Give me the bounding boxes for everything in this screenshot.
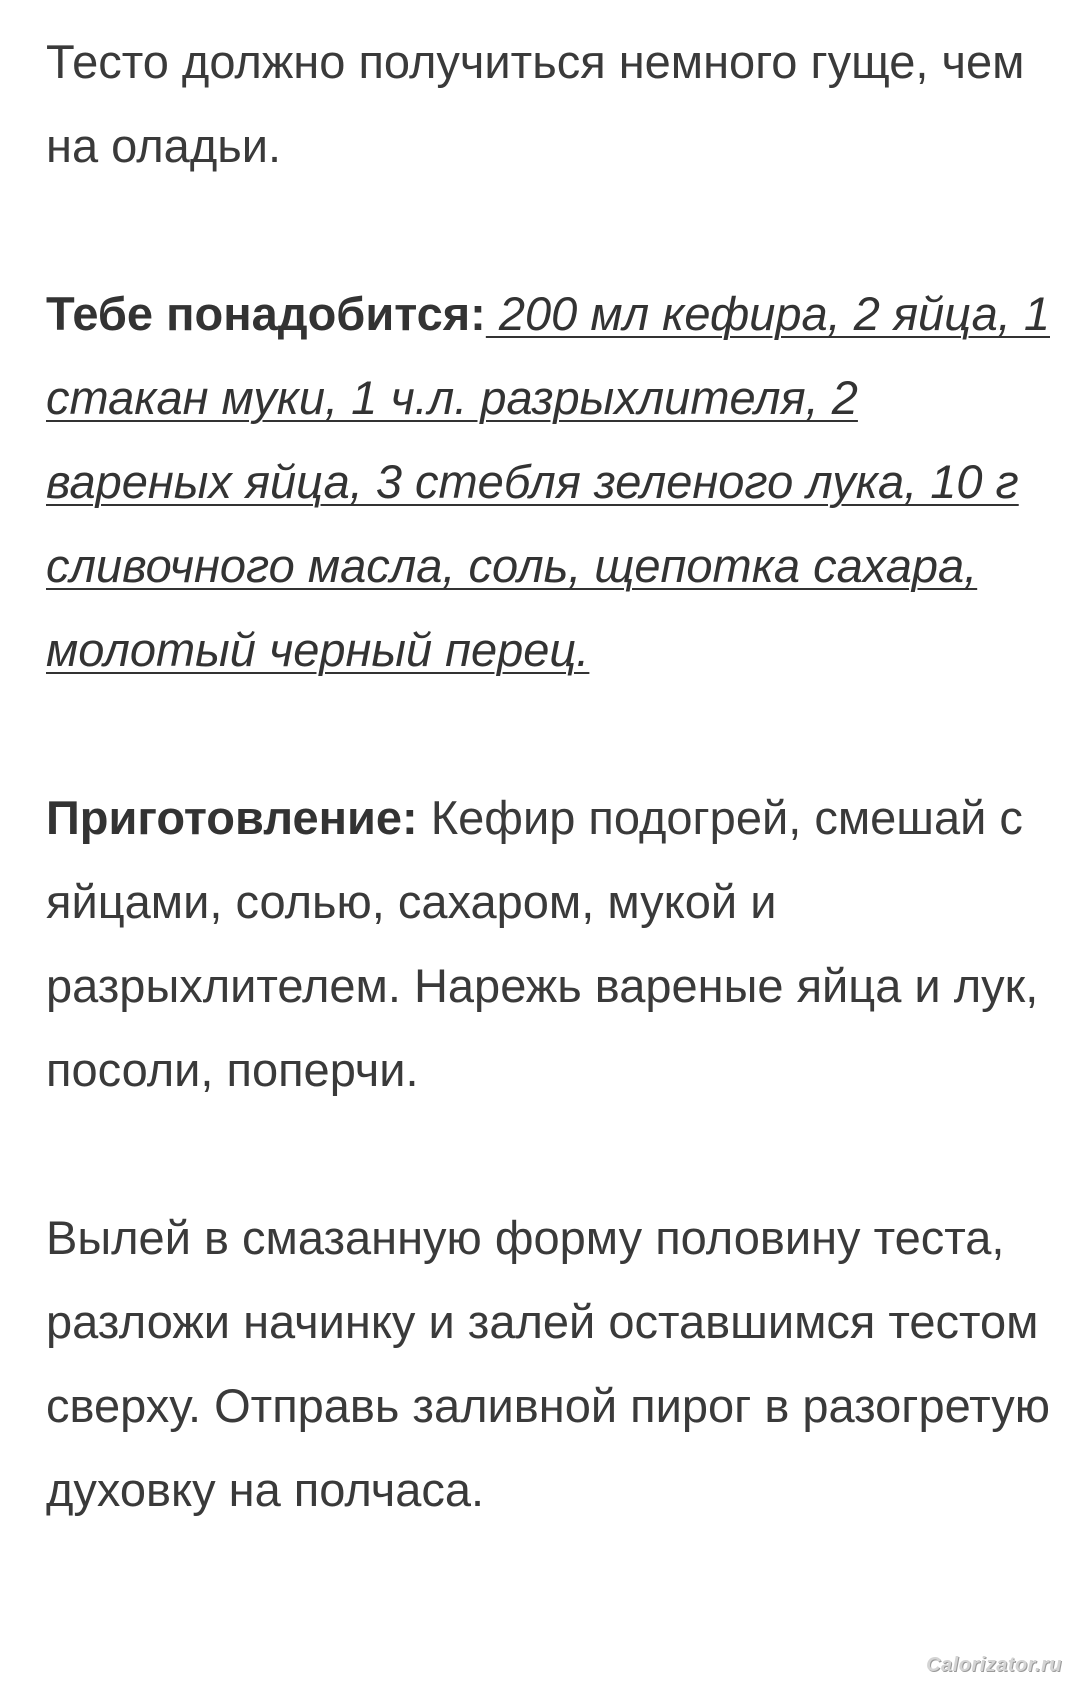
ingredients-list: 200 мл кефира, 2 яйца, 1 стакан муки, 1 ч.л. разрыхлителя, 2 вареных яйца, 3 стебля зеленого лука, 10 г сливочного масла, соль, щепотка сахара, молотый черный перец. (46, 287, 1050, 676)
article-body (46, 20, 1056, 1532)
ingredients-paragraph (46, 272, 1056, 692)
preparation-text: Кефир подогрей, смешай с яйцами, солью, сахаром, мукой и разрыхлителем. Нарежь вареные яйца и лук, посоли, поперчи. (46, 791, 1039, 1096)
intro-paragraph: Тесто должно получиться немного гуще, чем на оладьи. (46, 35, 1025, 172)
watermark-logo: Calorizator.ru (926, 1654, 1062, 1676)
preparation-label: Приготовление: (46, 791, 418, 844)
final-paragraph: Вылей в смазанную форму половину теста, разложи начинку и залей оставшимся тестом сверху. Отправь заливной пирог в разогретую духовку на полчаса. (46, 1211, 1050, 1516)
ingredients-label: Тебе понадобится: (46, 287, 486, 340)
preparation-paragraph (46, 776, 1056, 1112)
